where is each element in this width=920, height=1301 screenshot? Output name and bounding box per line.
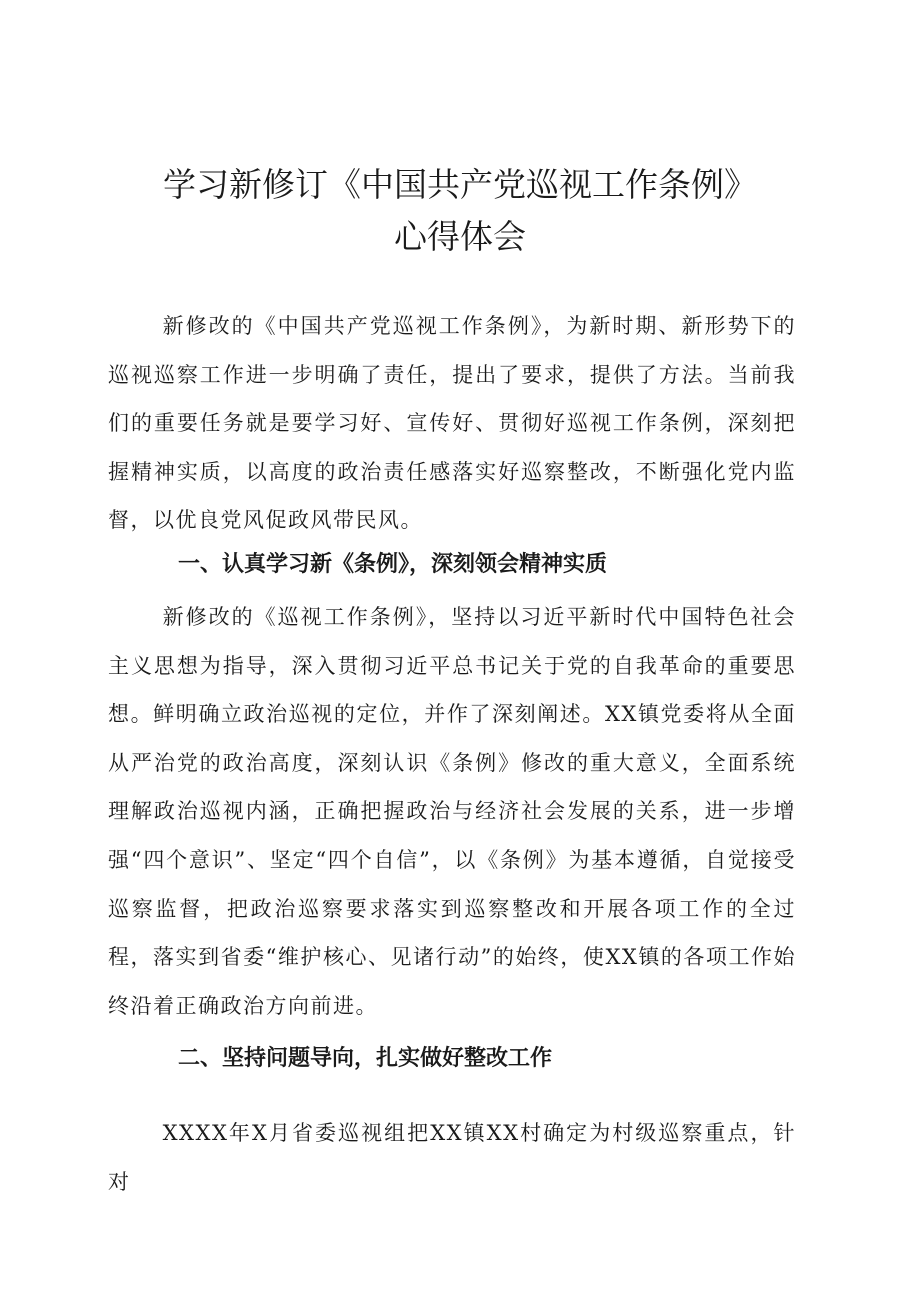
section-1-paragraph: 新修改的《巡视工作条例》，坚持以习近平新时代中国特色社会主义思想为指导，深入贯彻习近平总书记关于党的自我革命的重要思想。鲜明确立政治巡视的定位，并作了深刻阐述。XX镇党委将从全面从严治党的政治高度，深刻认识《条例》修改的重大意义，全面系统理解政治巡视内涵，正确把握政治与经济社会发展的关系，进一步增强“四个意识”、坚定“四个自信”，以《条例》为基本遵循，自觉接受巡察监督，把政治巡察要求落实到巡察整改和开展各项工作的全过程，落实到省委“维护核心、见诸行动”的始终，使XX镇的各项工作始终沿着正确政治方向前进。 bbox=[108, 605, 796, 1018]
document-title-line1: 学习新修订《中国共产党巡视工作条例》 bbox=[163, 165, 757, 204]
section-heading-2: 二、坚持问题导向，扎实做好整改工作 bbox=[178, 1046, 553, 1071]
document-title-line2: 心得体会 bbox=[394, 217, 526, 256]
section-heading-1: 一、认真学习新《条例》，深刻领会精神实质 bbox=[178, 552, 608, 577]
intro-paragraph: 新修改的《中国共产党巡视工作条例》，为新时期、新形势下的巡视巡察工作进一步明确了责任，提出了要求，提供了方法。当前我们的重要任务就是要学习好、宣传好、贯彻好巡视工作条例，深刻把握精神实质，以高度的政治责任感落实好巡察整改，不断强化党内监督，以优良党风促政风带民风。 bbox=[108, 314, 796, 533]
section-2-paragraph: XXXX年X月省委巡视组把XX镇XX村确定为村级巡察重点，针对 bbox=[108, 1121, 796, 1194]
